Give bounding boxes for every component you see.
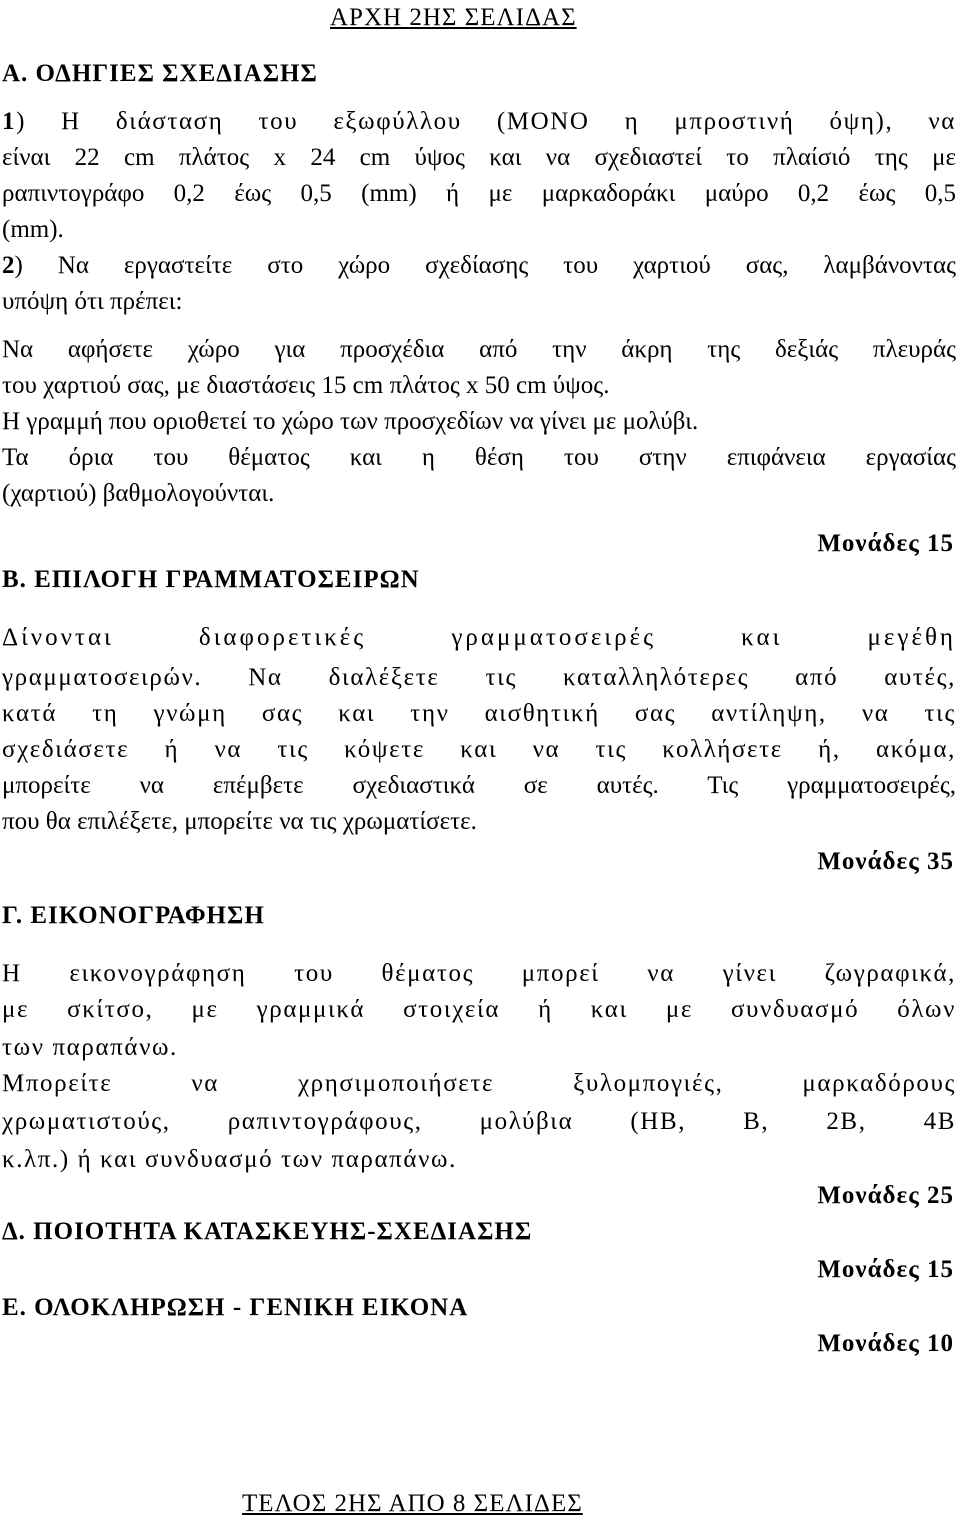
section-b-line-1 <box>2 620 956 656</box>
item1-line-2 <box>2 140 956 176</box>
item1-line-1 <box>2 104 956 140</box>
para-line-1 <box>2 332 956 368</box>
section-d-points: Μονάδες 15 <box>817 1256 954 1283</box>
section-c-title: Γ. ΕΙΚΟΝΟΓΡΑΦΗΣΗ <box>2 902 265 929</box>
section-b-line-3 <box>2 696 956 732</box>
para-text-1: Να αφήσετε χώρο για προσχέδια από την άκρη της δεξιάς πλευράς <box>2 336 956 363</box>
section-b-line-4 <box>2 732 956 768</box>
section-c-line-5 <box>2 1104 956 1140</box>
item1-line-4: (mm). <box>2 216 64 243</box>
item2-line-2: υπόψη ότι πρέπει: <box>2 288 183 315</box>
section-b-text-3: κατά τη γνώμη σας και την αισθητική σας αντίληψη, να τις <box>2 700 956 727</box>
section-c-line-2 <box>2 992 956 1028</box>
item1-text-1: ) Η διάσταση του εξωφύλλου (ΜΟΝΟ η μπροστινή όψη), να <box>16 108 956 135</box>
section-c-text-4: Μπορείτε να χρησιμοποιήσετε ξυλομπογιές, μαρκαδόρους <box>2 1070 956 1097</box>
section-b-text-1: Δίνονται διαφορετικές γραμματοσειρές και μεγέθη <box>2 624 956 651</box>
section-b-line-6: που θα επιλέξετε, μπορείτε να τις χρωματίσετε. <box>2 808 477 835</box>
section-c-text-2: με σκίτσο, με γραμμικά στοιχεία ή και με συνδυασμό όλων <box>2 996 956 1023</box>
section-b-text-4: σχεδιάσετε ή να τις κόψετε και να τις κολλήσετε ή, ακόμα, <box>2 736 956 763</box>
section-c-line-1 <box>2 956 956 992</box>
item2-number: 2 <box>2 252 15 279</box>
item1-text-3: ραπιντογράφο 0,2 έως 0,5 (mm) ή με μαρκαδοράκι μαύρο 0,2 έως 0,5 <box>2 180 956 207</box>
page-start-header: ΑΡΧΗ 2ΗΣ ΣΕΛΙΔΑΣ <box>330 4 577 31</box>
section-b-line-5 <box>2 768 956 804</box>
item1-line-3 <box>2 176 956 212</box>
section-b-text-2: γραμματοσειρών. Να διαλέξετε τις καταλληλότερες από αυτές, <box>2 664 956 691</box>
section-d-title: Δ. ΠΟΙΟΤΗΤΑ ΚΑΤΑΣΚΕΥΗΣ-ΣΧΕΔΙΑΣΗΣ <box>2 1218 533 1245</box>
section-b-line-2 <box>2 660 956 696</box>
para-line-2: του χαρτιού σας, με διαστάσεις 15 cm πλάτος x 50 cm ύψος. <box>2 372 610 399</box>
item1-number: 1 <box>2 108 17 135</box>
para-line-3: Η γραμμή που οριοθετεί το χώρο των προσχεδίων να γίνει με μολύβι. <box>2 408 699 435</box>
section-a-points: Μονάδες 15 <box>817 530 954 557</box>
section-c-text-1: Η εικονογράφηση του θέματος μπορεί να γίνει ζωγραφικά, <box>2 960 956 987</box>
item2-text-1: ) Να εργαστείτε στο χώρο σχεδίασης του χαρτιού σας, λαμβάνοντας <box>14 252 956 279</box>
para-line-4 <box>2 440 956 476</box>
para-text-4: Τα όρια του θέματος και η θέση του στην επιφάνεια εργασίας <box>2 444 956 471</box>
section-e-title: Ε. ΟΛΟΚΛΗΡΩΣΗ - ΓΕΝΙΚΗ ΕΙΚΟΝΑ <box>2 1294 469 1321</box>
section-c-text-5: χρωματιστούς, ραπιντογράφους, μολύβια (HB, B, 2B, 4B <box>2 1108 956 1135</box>
section-c-points: Μονάδες 25 <box>817 1182 954 1209</box>
section-c-line-3: των παραπάνω. <box>2 1034 178 1061</box>
section-b-text-5: μπορείτε να επέμβετε σχεδιαστικά σε αυτές. Τις γραμματοσειρές, <box>2 772 956 799</box>
page-end-footer: ΤΕΛΟΣ 2ΗΣ ΑΠΟ 8 ΣΕΛΙΔΕΣ <box>242 1490 583 1517</box>
section-c-line-4 <box>2 1066 956 1102</box>
section-e-points: Μονάδες 10 <box>817 1330 954 1357</box>
section-b-points: Μονάδες 35 <box>817 848 954 875</box>
item1-text-2: είναι 22 cm πλάτος x 24 cm ύψος και να σχεδιαστεί το πλαίσιό της με <box>2 144 956 171</box>
item2-line-1 <box>2 248 956 284</box>
section-c-line-6: κ.λπ.) ή και συνδυασμό των παραπάνω. <box>2 1146 457 1173</box>
para-line-5: (χαρτιού) βαθμολογούνται. <box>2 480 275 507</box>
section-a-title: Α. ΟΔΗΓΙΕΣ ΣΧΕΔΙΑΣΗΣ <box>2 60 318 87</box>
section-b-title: Β. ΕΠΙΛΟΓΗ ΓΡΑΜΜΑΤΟΣΕΙΡΩΝ <box>2 566 420 593</box>
